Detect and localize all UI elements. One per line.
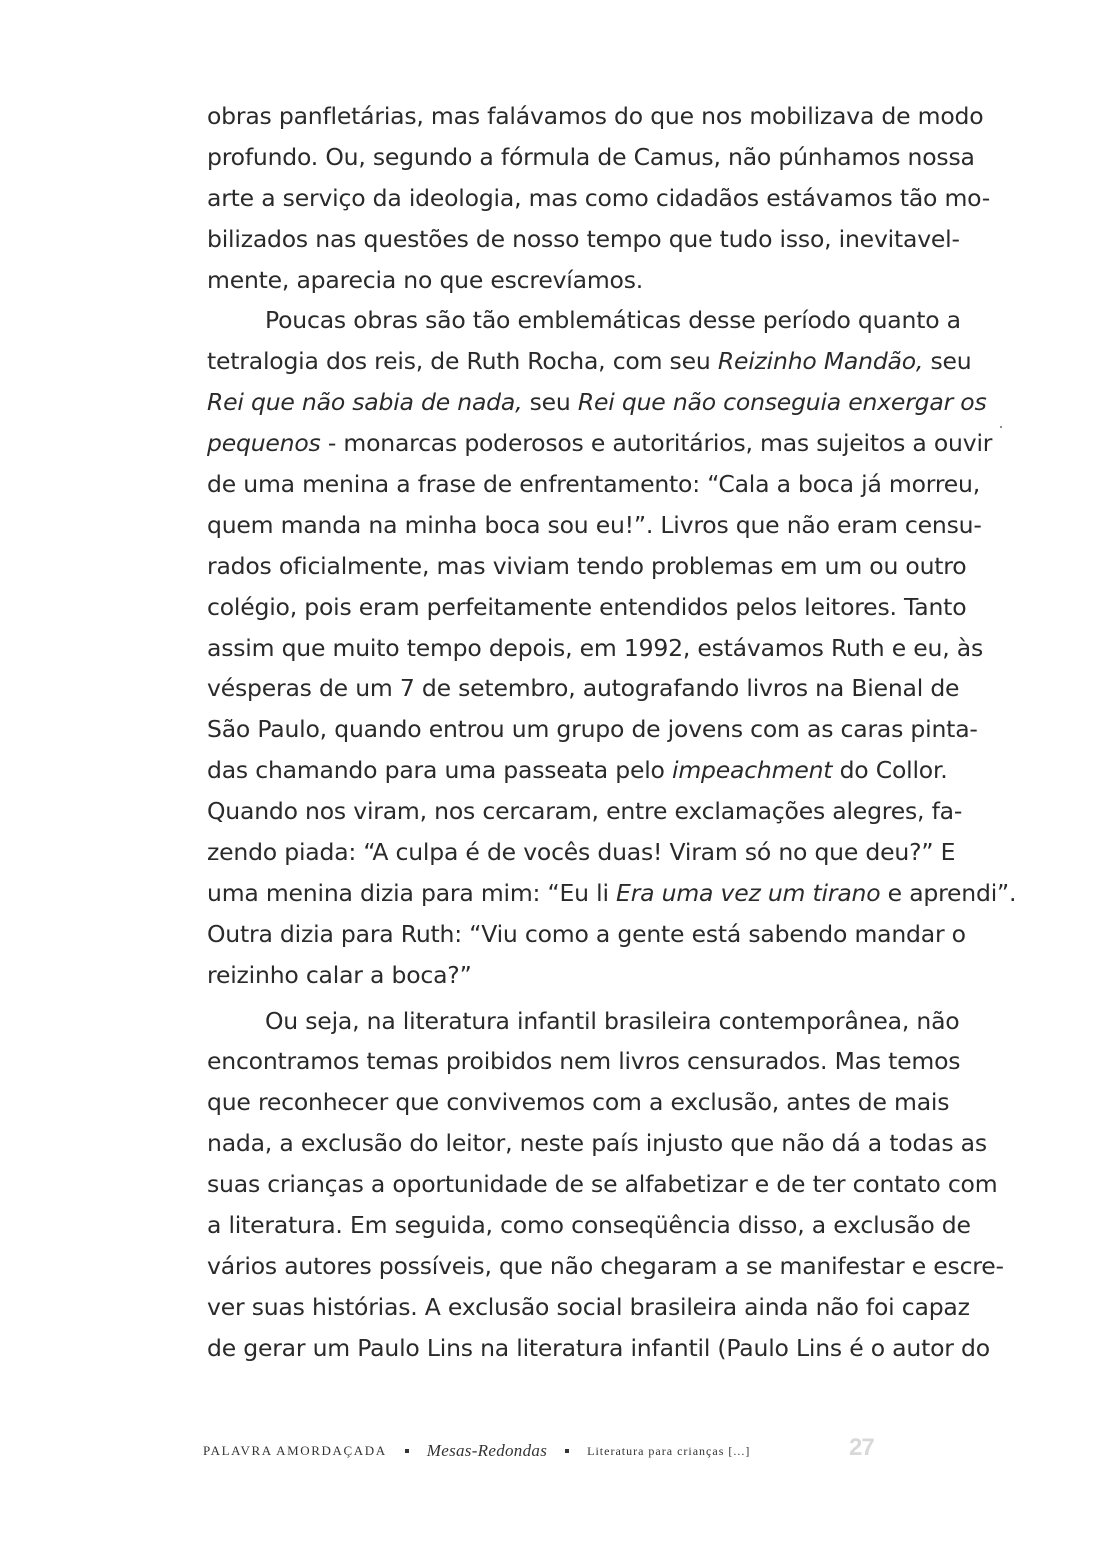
text-line bbox=[207, 1123, 987, 1164]
text-line bbox=[207, 1205, 971, 1246]
text-run: obras panfletárias, mas falávamos do que nos mobilizava de modo bbox=[207, 102, 984, 130]
italic-title: pequenos bbox=[207, 429, 321, 458]
text-run: arte a serviço da ideologia, mas como cidadãos estávamos tão mo- bbox=[207, 183, 991, 212]
text-run: colégio, pois eram perfeitamente entendidos pelos leitores. Tanto bbox=[207, 592, 967, 621]
text-run: assim que muito tempo depois, em 1992, estávamos Ruth e eu, às bbox=[207, 633, 983, 662]
text-line bbox=[207, 750, 948, 791]
text-line bbox=[207, 341, 972, 382]
text-run: - monarcas poderosos e autoritários, mas sujeitos a ouvir bbox=[320, 429, 993, 458]
text-line bbox=[207, 1328, 990, 1369]
footer-section-title: Mesas-Redondas bbox=[426, 1441, 548, 1460]
text-run: reizinho calar a boca?” bbox=[207, 960, 472, 989]
text-run: Poucas obras são tão emblemáticas desse período quanto a bbox=[265, 306, 961, 335]
text-line bbox=[207, 1287, 970, 1328]
text-run: seu bbox=[522, 388, 578, 417]
text-run: mente, aparecia no que escrevíamos. bbox=[207, 265, 644, 294]
text-run: que reconhecer que convivemos com a exclusão, antes de mais bbox=[207, 1088, 950, 1117]
text-run: suas crianças a oportunidade de se alfabetizar e de ter contato com bbox=[207, 1170, 998, 1199]
running-footer bbox=[203, 1436, 903, 1466]
text-run: bilizados nas questões de nosso tempo que tudo isso, inevitavel- bbox=[207, 224, 960, 253]
text-line bbox=[207, 668, 960, 709]
italic-title: impeachment bbox=[672, 756, 833, 785]
text-line bbox=[207, 178, 991, 219]
text-line bbox=[207, 300, 961, 341]
text-run: rados oficialmente, mas viviam tendo problemas em um ou outro bbox=[207, 551, 967, 580]
text-line bbox=[207, 1164, 998, 1205]
footer-separator bbox=[565, 1449, 569, 1453]
text-run: Ou seja, na literatura infantil brasileira contemporânea, não bbox=[265, 1006, 960, 1035]
text-line bbox=[207, 137, 975, 178]
text-run: zendo piada: “A culpa é de vocês duas! Viram só no que deu?” E bbox=[207, 838, 956, 867]
text-run: vários autores possíveis, que não chegaram a se manifestar e escre- bbox=[207, 1251, 1004, 1280]
text-run: quem manda na minha boca sou eu!”. Livros que não eram censu- bbox=[207, 510, 982, 539]
text-run: e aprendi”. bbox=[880, 878, 1017, 907]
page-number: 27 bbox=[849, 1434, 874, 1461]
text-line bbox=[207, 1001, 960, 1042]
text-run: das chamando para uma passeata pelo bbox=[207, 756, 673, 785]
text-line bbox=[207, 628, 983, 669]
text-run: tetralogia dos reis, de Ruth Rocha, com seu bbox=[207, 347, 718, 376]
text-run: vésperas de um 7 de setembro, autografando livros na Bienal de bbox=[207, 674, 960, 703]
text-line bbox=[207, 587, 967, 628]
footer-separator bbox=[405, 1449, 409, 1453]
text-line bbox=[207, 1082, 950, 1123]
text-run: do Collor. bbox=[832, 756, 948, 785]
text-run: profundo. Ou, segundo a fórmula de Camus, não púnhamos nossa bbox=[207, 142, 975, 171]
text-run: de uma menina a frase de enfrentamento: “Cala a boca já morreu, bbox=[207, 470, 981, 499]
text-line bbox=[207, 423, 993, 464]
italic-title: Era uma vez um tirano bbox=[616, 878, 881, 907]
italic-title: Rei que não sabia de nada, bbox=[207, 388, 523, 417]
footer-chapter-title: Literatura para crianças [...] bbox=[587, 1443, 751, 1458]
body-text bbox=[207, 96, 1017, 1369]
text-run: encontramos temas proibidos nem livros censurados. Mas temos bbox=[207, 1047, 961, 1076]
text-run: Outra dizia para Ruth: “Viu como a gente está sabendo mandar o bbox=[207, 919, 966, 948]
text-line bbox=[207, 464, 981, 505]
text-line bbox=[207, 955, 919, 996]
text-line bbox=[207, 873, 1017, 914]
text-run: uma menina dizia para mim: “Eu li bbox=[207, 878, 617, 907]
text-run: ver suas histórias. A exclusão social brasileira ainda não foi capaz bbox=[207, 1292, 970, 1321]
text-line bbox=[207, 505, 982, 546]
text-line bbox=[207, 709, 978, 750]
text-run: São Paulo, quando entrou um grupo de jovens com as caras pinta- bbox=[207, 715, 978, 744]
text-run: nada, a exclusão do leitor, neste país injusto que não dá a todas as bbox=[207, 1129, 987, 1158]
text-line bbox=[207, 219, 960, 260]
text-line bbox=[207, 1246, 1004, 1287]
text-line bbox=[207, 832, 956, 873]
text-line bbox=[207, 382, 987, 423]
text-run: de gerar um Paulo Lins na literatura infantil (Paulo Lins é o autor do bbox=[207, 1333, 990, 1362]
text-run: seu bbox=[923, 347, 972, 376]
text-run: a literatura. Em seguida, como conseqüência disso, a exclusão de bbox=[207, 1211, 971, 1240]
italic-title: Reizinho Mandão, bbox=[717, 347, 924, 376]
text-line bbox=[207, 260, 919, 301]
text-line bbox=[207, 791, 963, 832]
footer-collection-title: PALAVRA AMORDAÇADA bbox=[203, 1443, 387, 1458]
text-line bbox=[207, 1041, 961, 1082]
text-line bbox=[207, 546, 967, 587]
text-line bbox=[207, 96, 984, 137]
margin-mark bbox=[1000, 426, 1002, 428]
text-line bbox=[207, 914, 966, 955]
italic-title: Rei que não conseguia enxergar os bbox=[577, 388, 987, 417]
text-run: Quando nos viram, nos cercaram, entre exclamações alegres, fa- bbox=[207, 797, 963, 826]
